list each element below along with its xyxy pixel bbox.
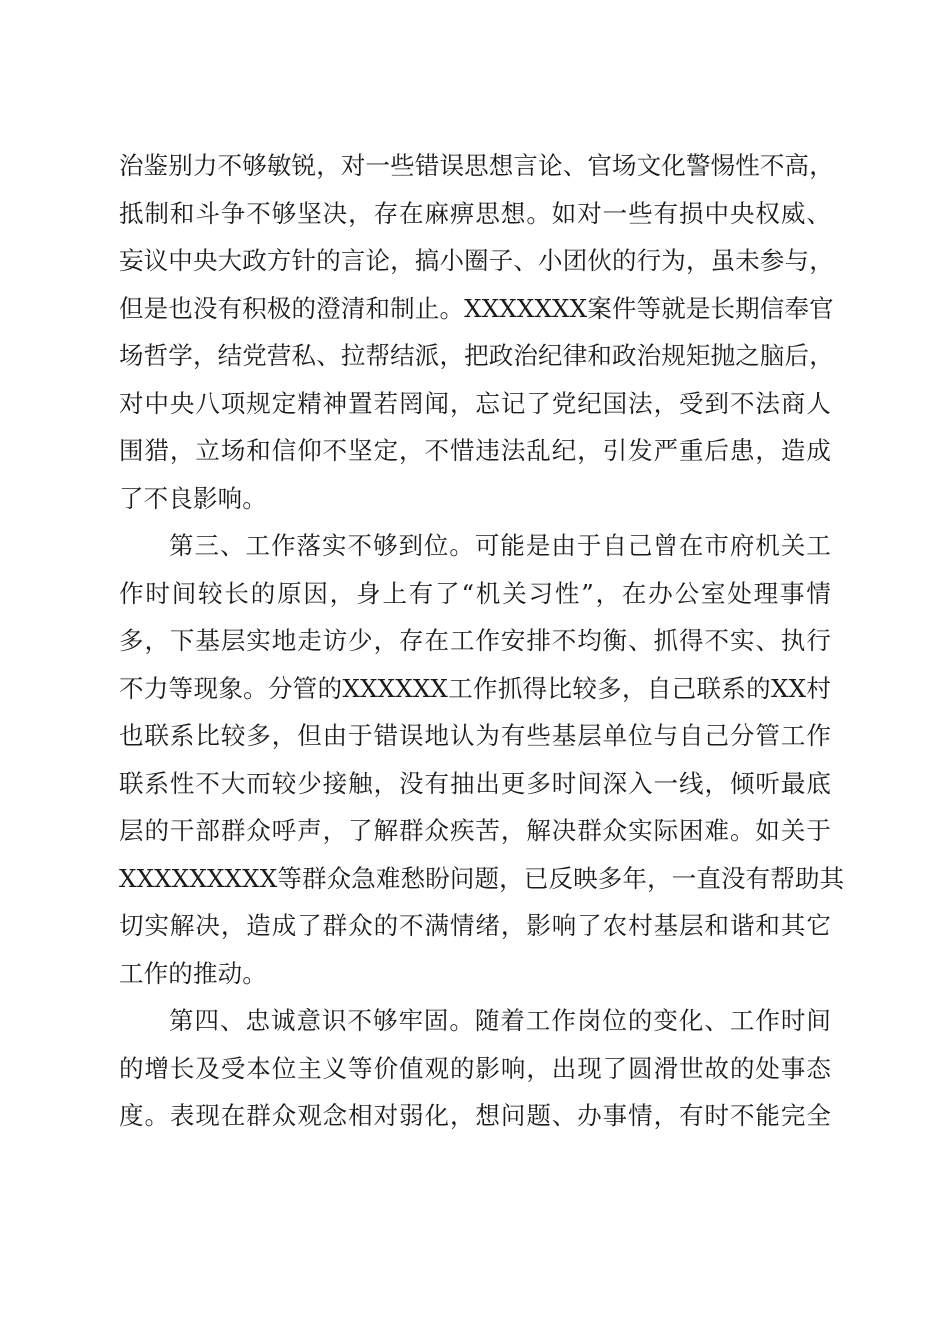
text-line: 联系性不大而较少接触，没有抽出更多时间深入一线，倾听最底 xyxy=(119,768,831,798)
text-line: XXXXXXXXX等群众急难愁盼问题，已反映多年，一直没有帮助其 xyxy=(119,863,845,893)
text-line: 切实解决，造成了群众的不满情绪，影响了农村基层和谐和其它 xyxy=(119,911,831,940)
text-line: 场哲学，结党营私、拉帮结派，把政治纪律和政治规矩抛之脑后， xyxy=(119,341,834,370)
body-text xyxy=(119,142,845,1140)
text-line: 层的干部群众呼声，了解群众疾苦，解决群众实际困难。如关于 xyxy=(119,816,831,845)
text-line: 不力等现象。分管的XXXXXX工作抓得比较多，自己联系的XX村 xyxy=(119,673,831,703)
text-line: 抵制和斗争不够坚决，存在麻痹思想。如对一些有损中央权威、 xyxy=(119,198,831,228)
text-line: 围猎，立场和信仰不坚定，不惜违法乱纪，引发严重后患，造成 xyxy=(119,436,831,465)
text-line: 治鉴别力不够敏锐，对一些错误思想言论、官场文化警惕性不高， xyxy=(119,151,834,180)
text-line: 但是也没有积极的澄清和制止。XXXXXXX案件等就是长期信奉官 xyxy=(119,293,834,323)
paragraph-end-line: 了不良影响。 xyxy=(119,483,267,513)
text-line: 对中央八项规定精神置若罔闻，忘记了党纪国法，受到不法商人 xyxy=(119,388,831,418)
text-line: 度。表现在群众观念相对弱化，想问题、办事情，有时不能完全 xyxy=(119,1101,831,1130)
paragraph-first-line: 第三、工作落实不够到位。可能是由于自己曾在市府机关工 xyxy=(169,531,831,560)
text-line: 也联系比较多，但由于错误地认为有些基层单位与自己分管工作 xyxy=(119,721,831,750)
text-line: 多，下基层实地走访少，存在工作安排不均衡、抓得不实、执行 xyxy=(119,626,831,655)
text-line: 的增长及受本位主义等价值观的影响，出现了圆滑世故的处事态 xyxy=(119,1053,831,1083)
text-line: 作时间较长的原因，身上有了“机关习性”，在办公室处理事情 xyxy=(119,578,831,608)
text-line: 妄议中央大政方针的言论，搞小圈子、小团伙的行为，虽未参与， xyxy=(119,246,834,275)
paragraph-first-line: 第四、忠诚意识不够牢固。随着工作岗位的变化、工作时间 xyxy=(169,1006,831,1035)
paragraph-end-line: 工作的推动。 xyxy=(119,958,267,988)
